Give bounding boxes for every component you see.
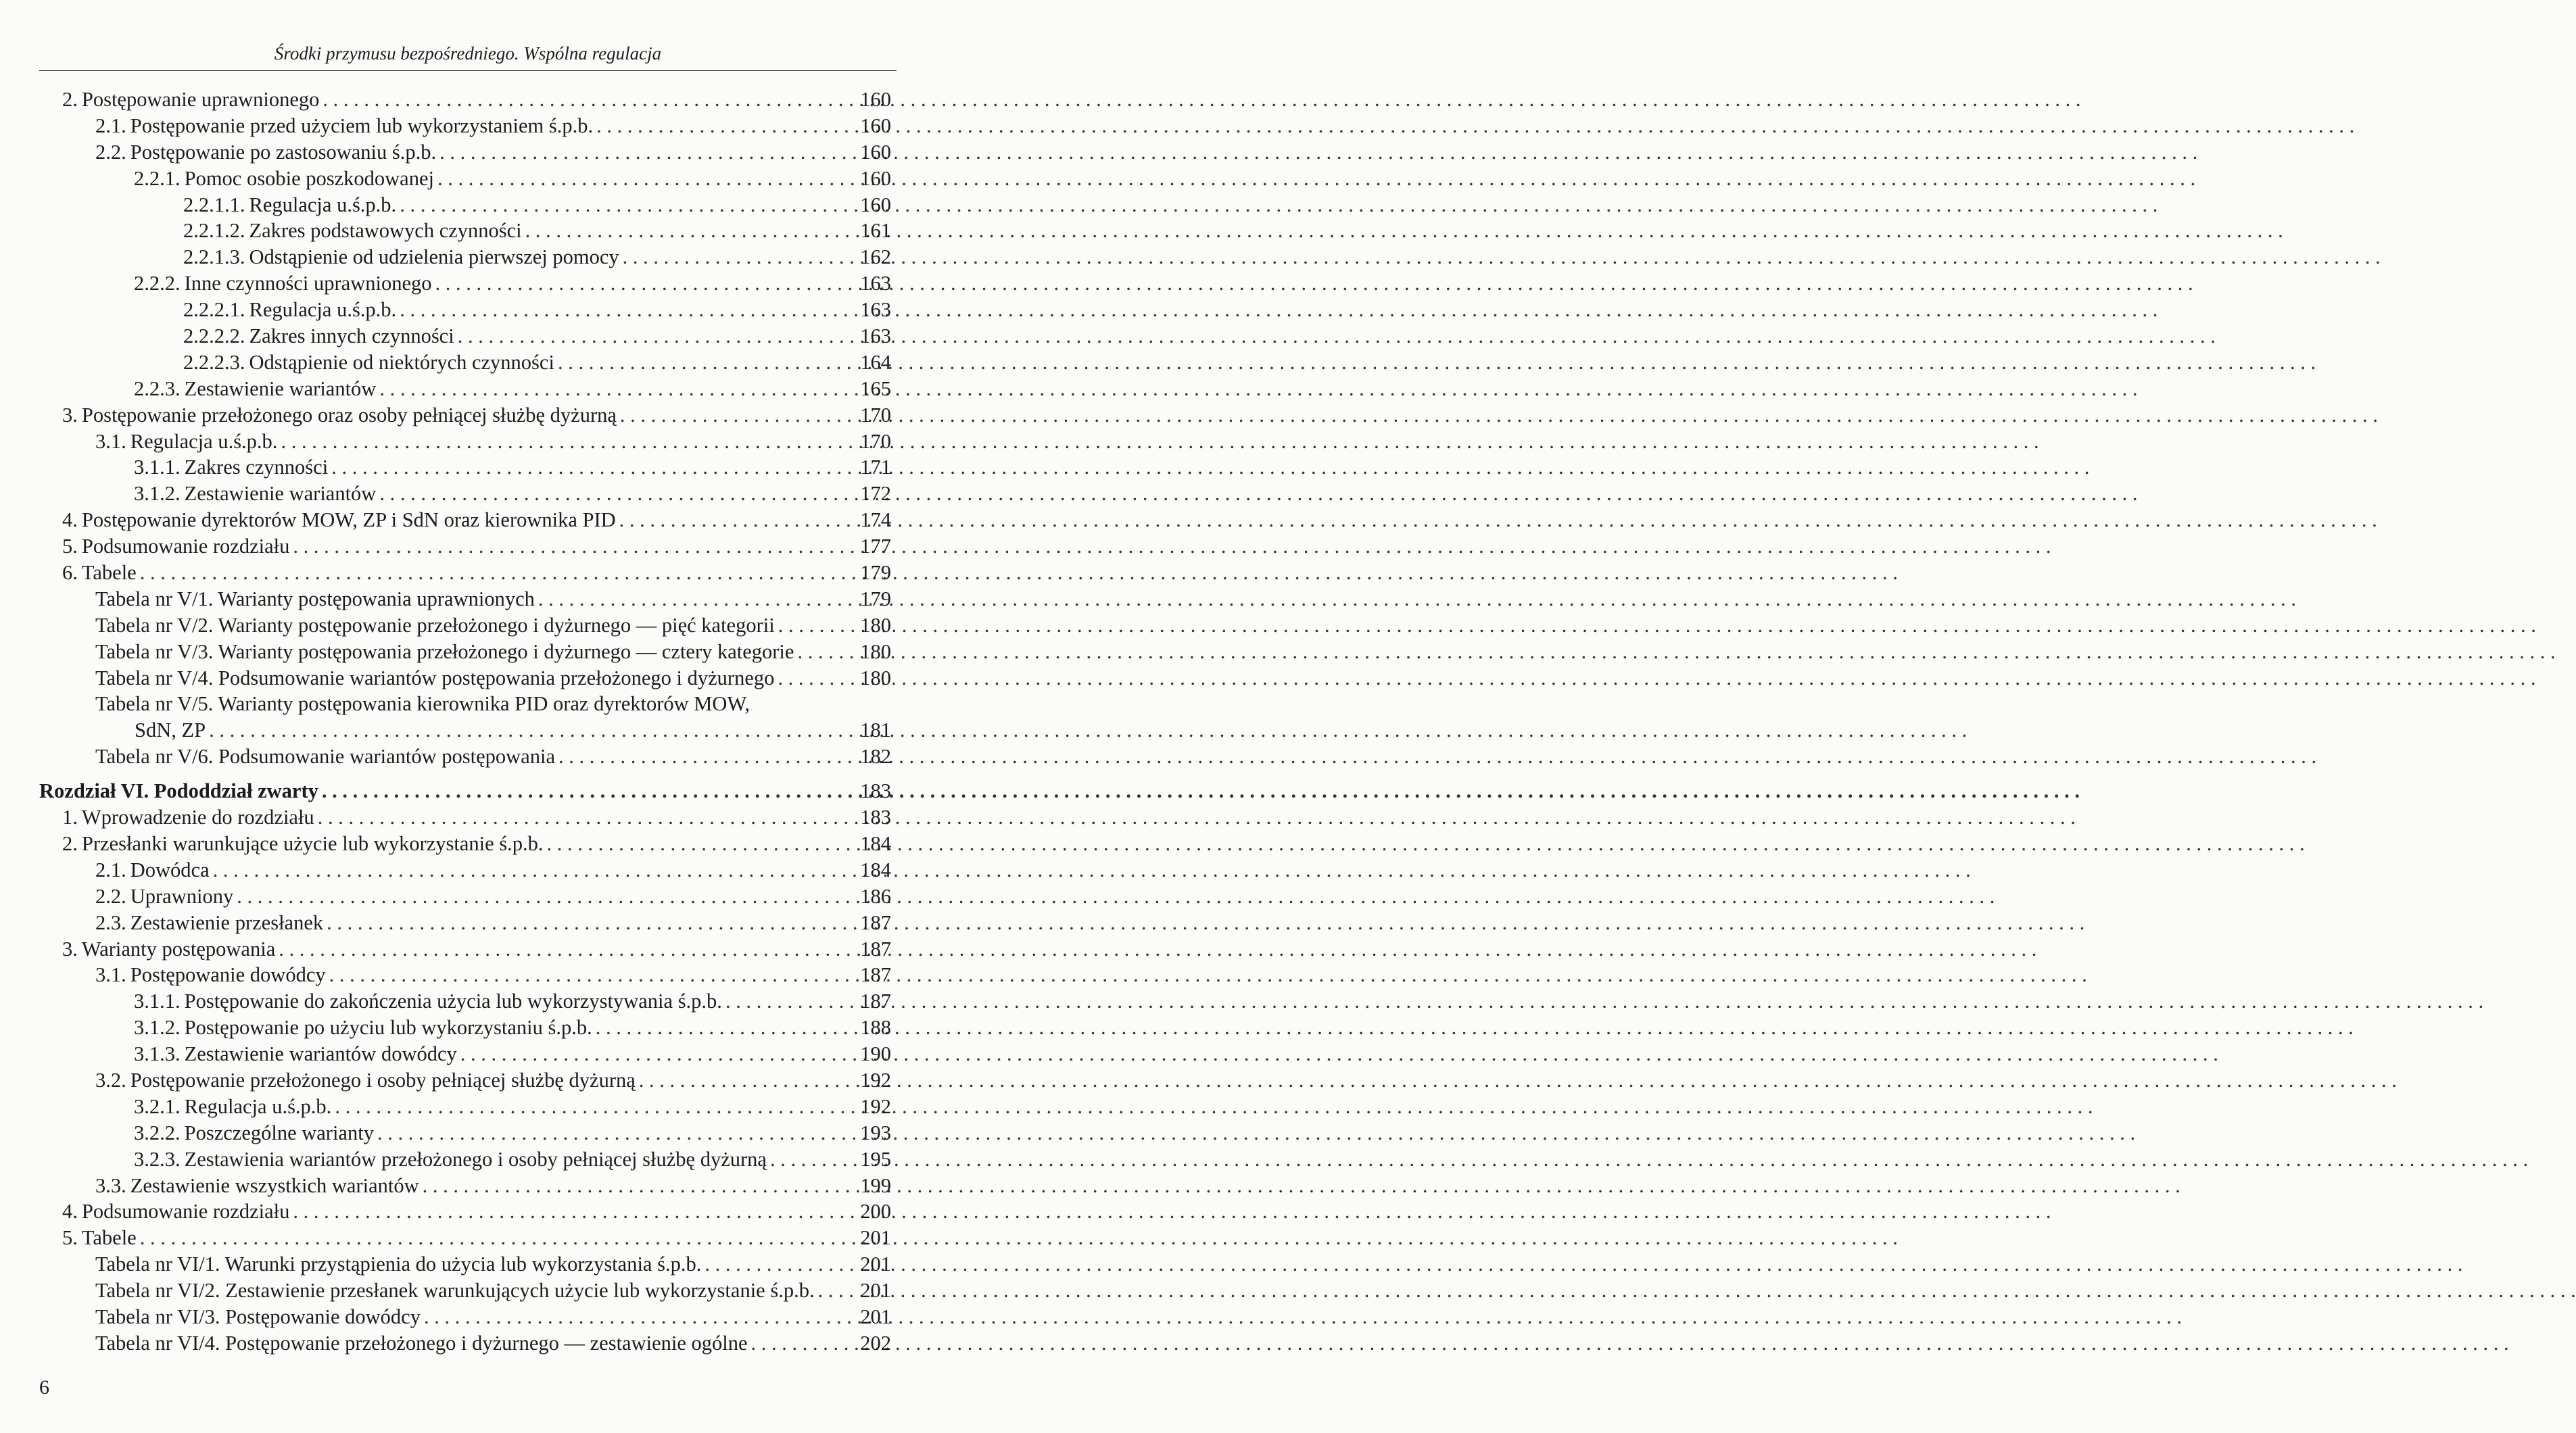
toc-entry-number: 2.2.1.3. xyxy=(183,245,245,269)
toc-entry xyxy=(39,1146,891,1173)
toc-entry xyxy=(39,244,891,270)
toc-entry-title: Podsumowanie rozdziału xyxy=(81,535,290,558)
toc-entry-number: 2.2.1.1. xyxy=(183,193,245,216)
toc-entry-number: 2.1. xyxy=(95,114,126,137)
toc-entry-page: 163 xyxy=(860,272,891,295)
dot-leader xyxy=(423,1173,857,1199)
toc-entry-label xyxy=(95,1330,748,1357)
toc-entry-page: 184 xyxy=(860,858,891,881)
toc-entry xyxy=(39,270,891,297)
toc-entry-label xyxy=(95,113,593,139)
toc-entry-label xyxy=(183,349,554,376)
toc-entry xyxy=(39,1067,891,1094)
toc-entry-number: 2.2.2. xyxy=(134,272,181,295)
toc-entry-label xyxy=(134,1015,592,1041)
toc-entry xyxy=(39,1094,891,1120)
dot-leader xyxy=(460,1041,857,1067)
toc-entry xyxy=(39,1278,891,1304)
toc-entry xyxy=(39,831,891,857)
toc-entry-label xyxy=(62,1198,289,1225)
toc-entry-number: 2. xyxy=(62,831,78,855)
toc-entry-page: 187 xyxy=(860,937,891,961)
toc-entry xyxy=(39,376,891,402)
toc-entry-title: Tabela nr VI/3. Postępowanie dowódcy xyxy=(95,1305,421,1328)
dot-leader xyxy=(751,1330,857,1357)
dot-leader xyxy=(525,218,857,244)
toc-entry-title: Zakres podstawowych czynności xyxy=(249,219,522,243)
toc-entry-title: Zakres czynności xyxy=(184,456,329,479)
dot-leader xyxy=(770,1146,857,1173)
toc-entry-number: 5. xyxy=(62,535,78,558)
toc-entry-label xyxy=(134,376,376,402)
toc-entry-number: 4. xyxy=(62,1200,78,1223)
toc-entry xyxy=(39,804,891,831)
toc-entry-label xyxy=(95,639,794,665)
toc-entry-page: 160 xyxy=(860,114,891,137)
toc-entry-title: Regulacja u.ś.p.b. xyxy=(249,193,397,216)
toc-entry-page: 171 xyxy=(860,456,891,479)
toc-entry-page: 160 xyxy=(860,140,891,164)
toc-entry-title: Zestawienie wszystkich wariantów xyxy=(130,1173,419,1197)
toc-entry-page: 174 xyxy=(860,508,891,532)
toc-entry-label xyxy=(95,1278,815,1304)
toc-entry-label xyxy=(95,612,775,639)
toc-entry-number: 3.1. xyxy=(95,963,126,987)
toc-entry-page: 180 xyxy=(860,613,891,637)
toc-entry-title: Postępowanie po zastosowaniu ś.p.b. xyxy=(130,140,437,164)
toc-entry xyxy=(39,857,891,883)
toc-entry-label xyxy=(134,1146,767,1173)
toc-entry-number: 2.1. xyxy=(95,858,126,881)
toc-entry-number: 3.2.1. xyxy=(134,1094,181,1118)
toc-entry-title: Postępowanie uprawnionego xyxy=(81,88,320,111)
toc-entry-title: Tabela nr V/2. Warianty postępowanie przełożonego i dyżurnego — pięć kategorii xyxy=(95,613,775,637)
toc-entry-number: 2. xyxy=(62,88,78,111)
toc-entry-page: 201 xyxy=(860,1279,891,1303)
toc-entry-label xyxy=(62,507,616,533)
toc-entry-number: 3.2.3. xyxy=(134,1147,181,1171)
toc-entry-title: Postępowanie przed użyciem lub wykorzystaniem ś.p.b. xyxy=(130,114,594,137)
toc-entry-page: 179 xyxy=(860,587,891,610)
toc-entry-label xyxy=(62,560,137,586)
toc-entry xyxy=(39,936,891,963)
toc-entry xyxy=(39,87,891,113)
dot-leader xyxy=(331,454,857,481)
dot-leader xyxy=(327,910,857,936)
toc-entry-title: Postępowanie przełożonego oraz osoby pełniącej służbę dyżurną xyxy=(81,403,617,427)
toc-entry-title: Regulacja u.ś.p.b. xyxy=(249,298,397,322)
toc-entry-page: 187 xyxy=(860,910,891,934)
dot-leader xyxy=(329,962,857,988)
toc-entry-label xyxy=(134,1094,331,1120)
toc-entry-number: 3. xyxy=(62,937,78,961)
toc-entry-label xyxy=(95,692,750,715)
dot-leader xyxy=(725,988,857,1015)
toc-entry-title: Rozdział VI. Pododdział zwarty xyxy=(39,779,318,803)
toc-entry-title: Postępowanie dyrektorów MOW, ZP i SdN oraz kierownika PID xyxy=(81,508,616,532)
toc-entry-page: 180 xyxy=(860,666,891,689)
toc-entry-page: 160 xyxy=(860,193,891,216)
toc-entry-page: 160 xyxy=(860,166,891,190)
dot-leader xyxy=(547,831,857,857)
toc-entry-page: 200 xyxy=(860,1200,891,1223)
toc-entry-title: Podsumowanie rozdziału xyxy=(81,1200,290,1223)
toc-entry-label xyxy=(62,533,289,560)
dot-leader xyxy=(435,270,857,297)
toc-entry xyxy=(39,454,891,481)
toc-entry-label xyxy=(62,804,314,831)
toc-entry-label xyxy=(95,429,277,455)
toc-entry-number: 3.1.1. xyxy=(134,456,181,479)
toc-entry-title: Poszczególne warianty xyxy=(184,1121,374,1144)
toc-entry xyxy=(39,429,891,455)
dot-leader xyxy=(209,717,857,744)
toc-entry-title: Tabela nr V/4. Podsumowanie wariantów postępowania przełożonego i dyżurnego xyxy=(95,666,775,689)
toc-entry-number: 2.2. xyxy=(95,140,126,164)
toc-entry-label xyxy=(95,744,555,770)
toc-entry-page: 170 xyxy=(860,429,891,453)
toc-entry-label xyxy=(95,139,436,166)
toc-entry-label xyxy=(134,1041,457,1067)
toc-entry xyxy=(39,883,891,910)
toc-entry-number: 3.2. xyxy=(95,1068,126,1092)
dot-leader xyxy=(279,936,857,963)
toc-entry-title: Postępowanie dowódcy xyxy=(130,963,326,987)
toc-entry-title: Uprawniony xyxy=(130,884,234,908)
toc-entry-title: Tabele xyxy=(81,561,137,585)
dot-leader xyxy=(538,586,857,612)
toc-entry xyxy=(39,507,891,533)
toc-entry-number: 4. xyxy=(62,508,78,532)
dot-leader xyxy=(596,1015,857,1041)
toc-entry-number: 3.3. xyxy=(95,1173,126,1197)
table-of-contents xyxy=(39,87,891,1357)
toc-entry xyxy=(39,1015,891,1041)
toc-entry-page: 162 xyxy=(860,245,891,269)
toc-entry xyxy=(39,218,891,244)
toc-entry-title: Zestawienie wariantów dowódcy xyxy=(184,1042,457,1066)
toc-entry-title: Zestawienie wariantów xyxy=(184,482,377,506)
dot-leader xyxy=(705,1251,857,1278)
dot-leader xyxy=(323,87,857,113)
toc-entry-label xyxy=(134,481,376,507)
toc-entry-title: Postępowanie do zakończenia użycia lub wykorzystywania ś.p.b. xyxy=(184,990,722,1013)
toc-entry-label xyxy=(62,936,275,963)
dot-leader xyxy=(318,804,857,831)
toc-entry-number: 1. xyxy=(62,806,78,829)
toc-entry-label xyxy=(62,831,544,857)
toc-entry xyxy=(39,744,891,770)
toc-entry-number: 2.2.1. xyxy=(134,166,181,190)
toc-entry xyxy=(39,1225,891,1251)
toc-entry-page: 184 xyxy=(860,831,891,855)
dot-leader xyxy=(281,429,857,455)
dot-leader xyxy=(140,560,857,586)
toc-entry-label xyxy=(95,665,774,691)
dot-leader xyxy=(379,376,857,402)
toc-entry-page: 163 xyxy=(860,324,891,348)
toc-entry-label xyxy=(39,778,318,804)
toc-entry-title: Zestawienia wariantów przełożonego i osoby pełniącej służbę dyżurną xyxy=(184,1147,767,1171)
dot-leader xyxy=(797,639,857,665)
toc-entry xyxy=(39,717,891,744)
dot-leader xyxy=(400,192,857,218)
dot-leader xyxy=(377,1120,857,1146)
toc-entry-page: 202 xyxy=(860,1331,891,1355)
toc-entry-page: 172 xyxy=(860,482,891,506)
toc-entry xyxy=(39,297,891,323)
toc-entry-title: Regulacja u.ś.p.b. xyxy=(184,1094,332,1118)
toc-entry-page: 177 xyxy=(860,535,891,558)
toc-entry-title: Warianty postępowania xyxy=(81,937,276,961)
toc-entry-number: 3.2.2. xyxy=(134,1121,181,1144)
toc-entry xyxy=(39,665,891,691)
toc-entry xyxy=(39,166,891,192)
toc-entry-title: Postępowanie po użyciu lub wykorzystaniu ś.p.b. xyxy=(184,1016,592,1040)
toc-entry-number: 2.2.1.2. xyxy=(183,219,245,243)
dot-leader xyxy=(437,166,857,192)
toc-entry-page: 192 xyxy=(860,1094,891,1118)
toc-entry-label xyxy=(95,1067,636,1094)
toc-entry xyxy=(39,349,891,376)
toc-entry xyxy=(39,533,891,560)
toc-entry-title: Odstąpienie od udzielenia pierwszej pomocy xyxy=(249,245,619,269)
toc-entry-page: 183 xyxy=(860,806,891,829)
toc-entry-number: 2.2.2.1. xyxy=(183,298,245,322)
toc-entry-title: Inne czynności uprawnionego xyxy=(184,272,432,295)
toc-entry-page: 187 xyxy=(860,990,891,1013)
toc-entry-label xyxy=(62,402,617,429)
toc-entry-label xyxy=(95,586,535,612)
dot-leader xyxy=(458,323,857,349)
dot-leader xyxy=(293,533,857,560)
toc-entry-page: 186 xyxy=(860,884,891,908)
toc-entry-page: 187 xyxy=(860,963,891,987)
toc-entry-page: 199 xyxy=(860,1173,891,1197)
toc-entry-page: 163 xyxy=(860,298,891,322)
toc-entry xyxy=(39,560,891,586)
toc-entry-first-line xyxy=(39,691,891,717)
dot-leader xyxy=(558,349,857,376)
toc-entry-title: Przesłanki warunkujące użycie lub wykorzystanie ś.p.b. xyxy=(81,831,544,855)
toc-entry-label xyxy=(134,454,328,481)
toc-entry-label xyxy=(95,910,323,936)
toc-entry-page: 181 xyxy=(860,719,891,742)
toc-entry-title: Tabela nr V/6. Podsumowanie wariantów postępowania xyxy=(95,745,556,769)
toc-entry xyxy=(39,1198,891,1225)
toc-entry-continuation: SdN, ZP xyxy=(135,719,206,742)
toc-entry-number: 3.1.2. xyxy=(134,482,181,506)
toc-entry xyxy=(39,113,891,139)
dot-leader xyxy=(778,665,857,691)
toc-entry-page: 170 xyxy=(860,403,891,427)
toc-entry xyxy=(39,481,891,507)
toc-entry-title: Tabela nr VI/2. Zestawienie przesłanek warunkujących użycie lub wykorzystanie ś.p.b. xyxy=(95,1279,815,1303)
toc-entry-title: Zakres innych czynności xyxy=(249,324,454,348)
toc-entry-label xyxy=(134,988,722,1015)
dot-leader xyxy=(596,113,857,139)
dot-leader xyxy=(558,744,857,770)
toc-entry-label xyxy=(183,323,454,349)
toc-entry-label xyxy=(95,1251,701,1278)
toc-entry-number: 2.2.2.2. xyxy=(183,324,245,348)
toc-entry-number: 2.2.2.3. xyxy=(183,350,245,374)
toc-entry-label xyxy=(95,1173,419,1199)
toc-entry xyxy=(39,778,891,804)
toc-entry-page: 190 xyxy=(860,1042,891,1066)
toc-entry xyxy=(39,962,891,988)
toc-entry-title: Tabela nr V/5. Warianty postępowania kierownika PID oraz dyrektorów MOW, xyxy=(95,692,750,716)
toc-entry-title: Pomoc osobie poszkodowanej xyxy=(184,166,434,190)
dot-leader xyxy=(818,1278,857,1304)
toc-entry-label xyxy=(183,192,396,218)
dot-leader xyxy=(322,778,857,804)
toc-entry-label xyxy=(95,883,233,910)
toc-entry-label xyxy=(134,166,434,192)
toc-entry-page: 183 xyxy=(860,779,891,803)
toc-entry-label xyxy=(62,87,319,113)
toc-entry-number: 6. xyxy=(62,561,78,585)
running-header: Środki przymusu bezpośredniego. Wspólna regulacja xyxy=(274,43,662,64)
toc-entry-number: 3.1.1. xyxy=(134,990,181,1013)
toc-entry-number: 3.1. xyxy=(95,429,126,453)
toc-entry-page: 193 xyxy=(860,1121,891,1144)
toc-entry-number: 2.2. xyxy=(95,884,126,908)
toc-entry-title: Tabela nr V/3. Warianty postępowania przełożonego i dyżurnego — cztery kategorie xyxy=(95,639,794,663)
toc-entry-label xyxy=(183,244,619,270)
dot-leader xyxy=(620,402,857,429)
toc-entry-label xyxy=(134,270,432,297)
toc-entry-number: 3. xyxy=(62,403,78,427)
toc-entry-page: 161 xyxy=(860,219,891,243)
toc-entry-title: Postępowanie przełożonego i osoby pełniącej służbę dyżurną xyxy=(130,1068,636,1092)
dot-leader xyxy=(623,244,857,270)
toc-entry-page: 201 xyxy=(860,1305,891,1328)
toc-entry-number: 2.2.3. xyxy=(134,377,181,400)
toc-entry xyxy=(39,586,891,612)
toc-entry-label xyxy=(134,1120,374,1146)
toc-entry-title: Zestawienie wariantów xyxy=(184,377,377,400)
toc-entry xyxy=(39,402,891,429)
toc-entry-label xyxy=(62,1225,137,1251)
toc-entry-title: Wprowadzenie do rozdziału xyxy=(81,806,314,829)
toc-entry-label xyxy=(183,218,522,244)
toc-entry-label xyxy=(95,1304,421,1330)
toc-entry xyxy=(39,139,891,166)
toc-entry-title: Regulacja u.ś.p.b. xyxy=(130,429,278,453)
toc-entry xyxy=(39,1251,891,1278)
toc-entry-label xyxy=(183,297,396,323)
toc-entry-page: 201 xyxy=(860,1253,891,1276)
dot-leader xyxy=(619,507,857,533)
toc-entry xyxy=(39,639,891,665)
toc-entry-page: 201 xyxy=(860,1226,891,1250)
toc-entry-title: Tabela nr VI/4. Postępowanie przełożonego i dyżurnego — zestawienie ogólne xyxy=(95,1331,748,1355)
toc-entry-page: 160 xyxy=(860,88,891,111)
toc-entry-title: Tabela nr VI/1. Warunki przystąpienia do użycia lub wykorzystania ś.p.b. xyxy=(95,1253,702,1276)
dot-leader xyxy=(639,1067,857,1094)
toc-entry-title: Tabele xyxy=(81,1226,137,1250)
toc-entry-page: 165 xyxy=(860,377,891,400)
toc-entry-page: 195 xyxy=(860,1147,891,1171)
toc-entry xyxy=(39,192,891,218)
toc-entry-number: 3.1.2. xyxy=(134,1016,181,1040)
dot-leader xyxy=(424,1304,857,1330)
toc-entry xyxy=(39,323,891,349)
toc-entry xyxy=(39,1120,891,1146)
toc-entry xyxy=(39,1330,891,1357)
toc-entry-page: 188 xyxy=(860,1016,891,1040)
dot-leader xyxy=(293,1198,857,1225)
dot-leader xyxy=(439,139,857,166)
dot-leader xyxy=(140,1225,857,1251)
toc-entry xyxy=(39,1041,891,1067)
toc-entry-number: 3.1.3. xyxy=(134,1042,181,1066)
toc-entry-page: 192 xyxy=(860,1068,891,1092)
dot-leader xyxy=(237,883,857,910)
toc-entry-page: 182 xyxy=(860,745,891,769)
dot-leader xyxy=(213,857,857,883)
dot-leader xyxy=(335,1094,857,1120)
toc-entry xyxy=(39,910,891,936)
toc-entry-title: Zestawienie przesłanek xyxy=(130,910,324,934)
toc-entry xyxy=(39,612,891,639)
toc-entry-title: Odstąpienie od niektórych czynności xyxy=(249,350,554,374)
toc-entry-number: 5. xyxy=(62,1226,78,1250)
toc-entry-label xyxy=(95,857,210,883)
toc-entry xyxy=(39,988,891,1015)
dot-leader xyxy=(379,481,857,507)
toc-entry-page: 180 xyxy=(860,639,891,663)
toc-entry xyxy=(39,1173,891,1199)
toc-entry-title: Dowódca xyxy=(130,858,210,881)
page-number: 6 xyxy=(39,1376,49,1399)
dot-leader xyxy=(778,612,857,639)
dot-leader xyxy=(400,297,857,323)
header-rule xyxy=(39,70,897,71)
toc-entry-label xyxy=(95,962,326,988)
toc-entry-page: 179 xyxy=(860,561,891,585)
toc-entry-page: 164 xyxy=(860,350,891,374)
toc-entry-title: Tabela nr V/1. Warianty postępowania uprawnionych xyxy=(95,587,535,610)
toc-entry-number: 2.3. xyxy=(95,910,126,934)
toc-entry xyxy=(39,1304,891,1330)
